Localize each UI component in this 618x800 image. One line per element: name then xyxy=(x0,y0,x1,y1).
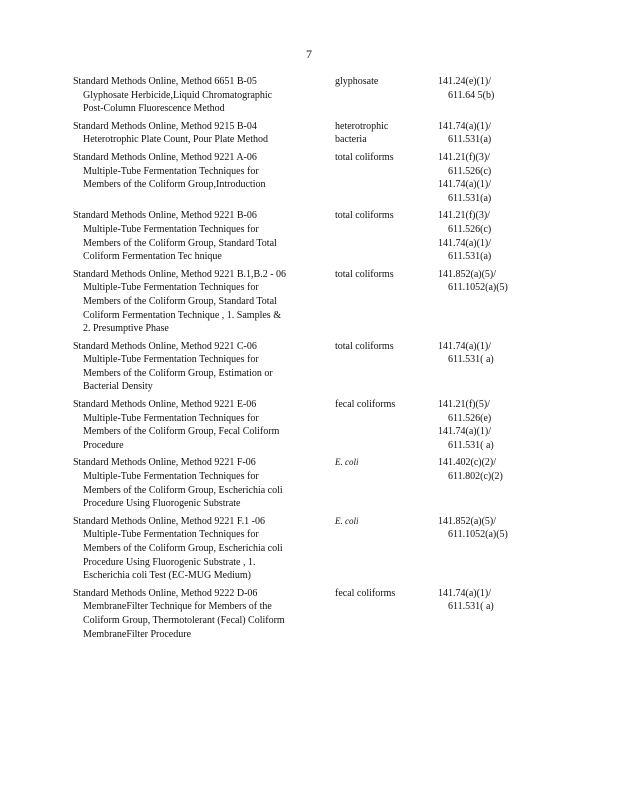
cfr-line: 141.74(a)(1)/ xyxy=(438,587,492,599)
cfr-line: 141.74(a)(1)/ xyxy=(438,179,492,191)
method-line: Standard Methods Online, Method 9221 B-06 xyxy=(73,210,257,222)
cfr-cell xyxy=(438,209,543,263)
table-row xyxy=(73,587,543,641)
method-line: Standard Methods Online, Method 9215 B-04 xyxy=(73,120,257,132)
cfr-line: 141.852(a)(5)/ xyxy=(438,515,497,527)
method-line: Post-Column Fluorescence Method xyxy=(83,103,225,115)
cfr-line: 141.24(e)(1)/ xyxy=(438,76,492,87)
method-cell xyxy=(73,268,335,336)
method-line: MembraneFilter Technique for Members of the xyxy=(83,601,272,613)
analyte-cell xyxy=(335,515,438,583)
analyte-cell xyxy=(335,587,438,641)
analyte-line: glyphosate xyxy=(335,76,379,87)
cfr-cell xyxy=(438,587,543,641)
cfr-line: 141.852(a)(5)/ xyxy=(438,268,497,280)
analyte-cell xyxy=(335,340,438,394)
analyte-line: fecal coliforms xyxy=(335,587,396,599)
method-line: Members of the Coliform Group, Fecal Coliform xyxy=(83,426,280,438)
table-row xyxy=(73,515,543,583)
method-line: Members of the Coliform Group, Escherichia coli xyxy=(83,543,283,554)
method-line: Standard Methods Online, Method 9221 B.1,B.2 - 06 xyxy=(73,268,287,280)
method-cell xyxy=(73,398,335,452)
cfr-line: 611.531(a) xyxy=(448,134,492,146)
method-line: Members of the Coliform Group,Introduction xyxy=(83,179,266,191)
method-line: Multiple-Tube Fermentation Techniques for xyxy=(83,165,259,177)
cfr-cell xyxy=(438,515,543,583)
analyte-cell xyxy=(335,75,438,116)
cfr-line: 141.402(c)(2)/ xyxy=(438,457,497,469)
cfr-line: 611.531(a) xyxy=(448,192,492,204)
method-line: Standard Methods Online, Method 9221 F.1 -06 xyxy=(73,515,265,527)
method-line: Bacterial Density xyxy=(83,381,153,393)
cfr-line: 611.531( a) xyxy=(448,439,494,451)
method-line: Multiple-Tube Fermentation Techniques for xyxy=(83,471,259,483)
cfr-cell xyxy=(438,268,543,336)
method-line: Glyphosate Herbicide,Liquid Chromatographic xyxy=(83,89,273,101)
method-line: Procedure xyxy=(83,439,124,451)
method-line: Members of the Coliform Group, Estimation or xyxy=(83,367,273,379)
cfr-line: 611.802(c)(2) xyxy=(448,471,503,483)
cfr-line: 611.64 5(b) xyxy=(448,89,495,101)
method-line: Multiple-Tube Fermentation Techniques for xyxy=(83,223,259,235)
cfr-cell xyxy=(438,456,543,510)
table-row xyxy=(73,340,543,394)
cfr-cell xyxy=(438,340,543,394)
analyte-line: total coliforms xyxy=(335,210,394,222)
table-row xyxy=(73,456,543,510)
method-line: Procedure Using Fluorogenic Substrate xyxy=(83,498,241,510)
method-cell xyxy=(73,75,335,116)
table-row xyxy=(73,209,543,263)
table-row xyxy=(73,398,543,452)
method-cell xyxy=(73,209,335,263)
method-line: Multiple-Tube Fermentation Techniques for xyxy=(83,412,259,424)
method-line: Escherichia coli Test (EC-MUG Medium) xyxy=(83,570,251,582)
analyte-line: total coliforms xyxy=(335,340,394,352)
cfr-line: 611.526(c) xyxy=(448,165,492,177)
cfr-line: 611.531(a) xyxy=(448,251,492,263)
cfr-line: 141.74(a)(1)/ xyxy=(438,340,492,352)
cfr-cell xyxy=(438,398,543,452)
analyte-line: fecal coliforms xyxy=(335,399,396,411)
method-line: Members of the Coliform Group, Escherichia coli xyxy=(83,484,283,496)
method-line: Coliform Fermentation Tec hnique xyxy=(83,251,222,263)
method-cell xyxy=(73,120,335,147)
method-cell xyxy=(73,151,335,205)
cfr-line: 611.1052(a)(5) xyxy=(448,529,508,541)
analyte-cell xyxy=(335,120,438,147)
method-line: Members of the Coliform Group, Standard Total xyxy=(83,295,277,307)
cfr-line: 141.74(a)(1)/ xyxy=(438,237,492,249)
method-line: Coliform Group, Thermotolerant (Fecal) Coliform xyxy=(83,614,285,626)
method-line: Standard Methods Online, Method 6651 B-05 xyxy=(73,76,257,87)
cfr-line: 141.21(f)(5)/ xyxy=(438,399,490,411)
cfr-line: 141.21(f)(3)/ xyxy=(438,151,490,163)
cfr-line: 611.526(c) xyxy=(448,223,492,235)
cfr-line: 141.74(a)(1)/ xyxy=(438,120,492,132)
method-line: Coliform Fermentation Technique , 1. Samples & xyxy=(83,309,281,321)
method-line: Standard Methods Online, Method 9221 E-06 xyxy=(73,399,257,411)
cfr-line: 141.74(a)(1)/ xyxy=(438,426,492,438)
method-cell xyxy=(73,515,335,583)
analyte-cell xyxy=(335,456,438,510)
method-cell xyxy=(73,456,335,510)
cfr-line: 141.21(f)(3)/ xyxy=(438,210,490,222)
analyte-line: heterotrophic xyxy=(335,120,389,132)
method-line: Members of the Coliform Group, Standard Total xyxy=(83,237,277,249)
table-row xyxy=(73,151,543,205)
method-line: Standard Methods Online, Method 9221 F-06 xyxy=(73,457,256,469)
analyte-line: E. coli xyxy=(335,457,359,468)
analyte-line: total coliforms xyxy=(335,268,394,280)
cfr-line: 611.531( a) xyxy=(448,601,494,613)
analyte-cell xyxy=(335,268,438,336)
method-line: Procedure Using Fluorogenic Substrate , 1. xyxy=(83,556,256,568)
method-line: 2. Presumptive Phase xyxy=(83,323,169,335)
table-row xyxy=(73,75,543,116)
cfr-line: 611.1052(a)(5) xyxy=(448,282,508,294)
cfr-cell xyxy=(438,151,543,205)
method-line: Multiple-Tube Fermentation Techniques for xyxy=(83,354,259,366)
method-line: Heterotrophic Plate Count, Pour Plate Method xyxy=(83,134,268,146)
analyte-cell xyxy=(335,209,438,263)
analyte-line: bacteria xyxy=(335,134,367,146)
cfr-line: 611.526(e) xyxy=(448,412,492,424)
method-cell xyxy=(73,587,335,641)
cfr-cell xyxy=(438,120,543,147)
analyte-line: E. coli xyxy=(335,515,359,526)
method-cell xyxy=(73,340,335,394)
method-line: Multiple-Tube Fermentation Techniques for xyxy=(83,282,259,294)
method-table xyxy=(73,75,543,645)
table-row xyxy=(73,268,543,336)
table-row xyxy=(73,120,543,147)
page-number: 7 xyxy=(306,47,312,61)
cfr-line: 611.531( a) xyxy=(448,354,494,366)
analyte-cell xyxy=(335,151,438,205)
analyte-cell xyxy=(335,398,438,452)
analyte-line: total coliforms xyxy=(335,151,394,163)
method-line: Standard Methods Online, Method 9221 A-06 xyxy=(73,151,257,163)
method-line: Multiple-Tube Fermentation Techniques for xyxy=(83,529,259,541)
method-line: MembraneFilter Procedure xyxy=(83,628,192,640)
method-line: Standard Methods Online, Method 9222 D-06 xyxy=(73,587,258,599)
cfr-cell xyxy=(438,75,543,116)
method-line: Standard Methods Online, Method 9221 C-06 xyxy=(73,340,257,352)
